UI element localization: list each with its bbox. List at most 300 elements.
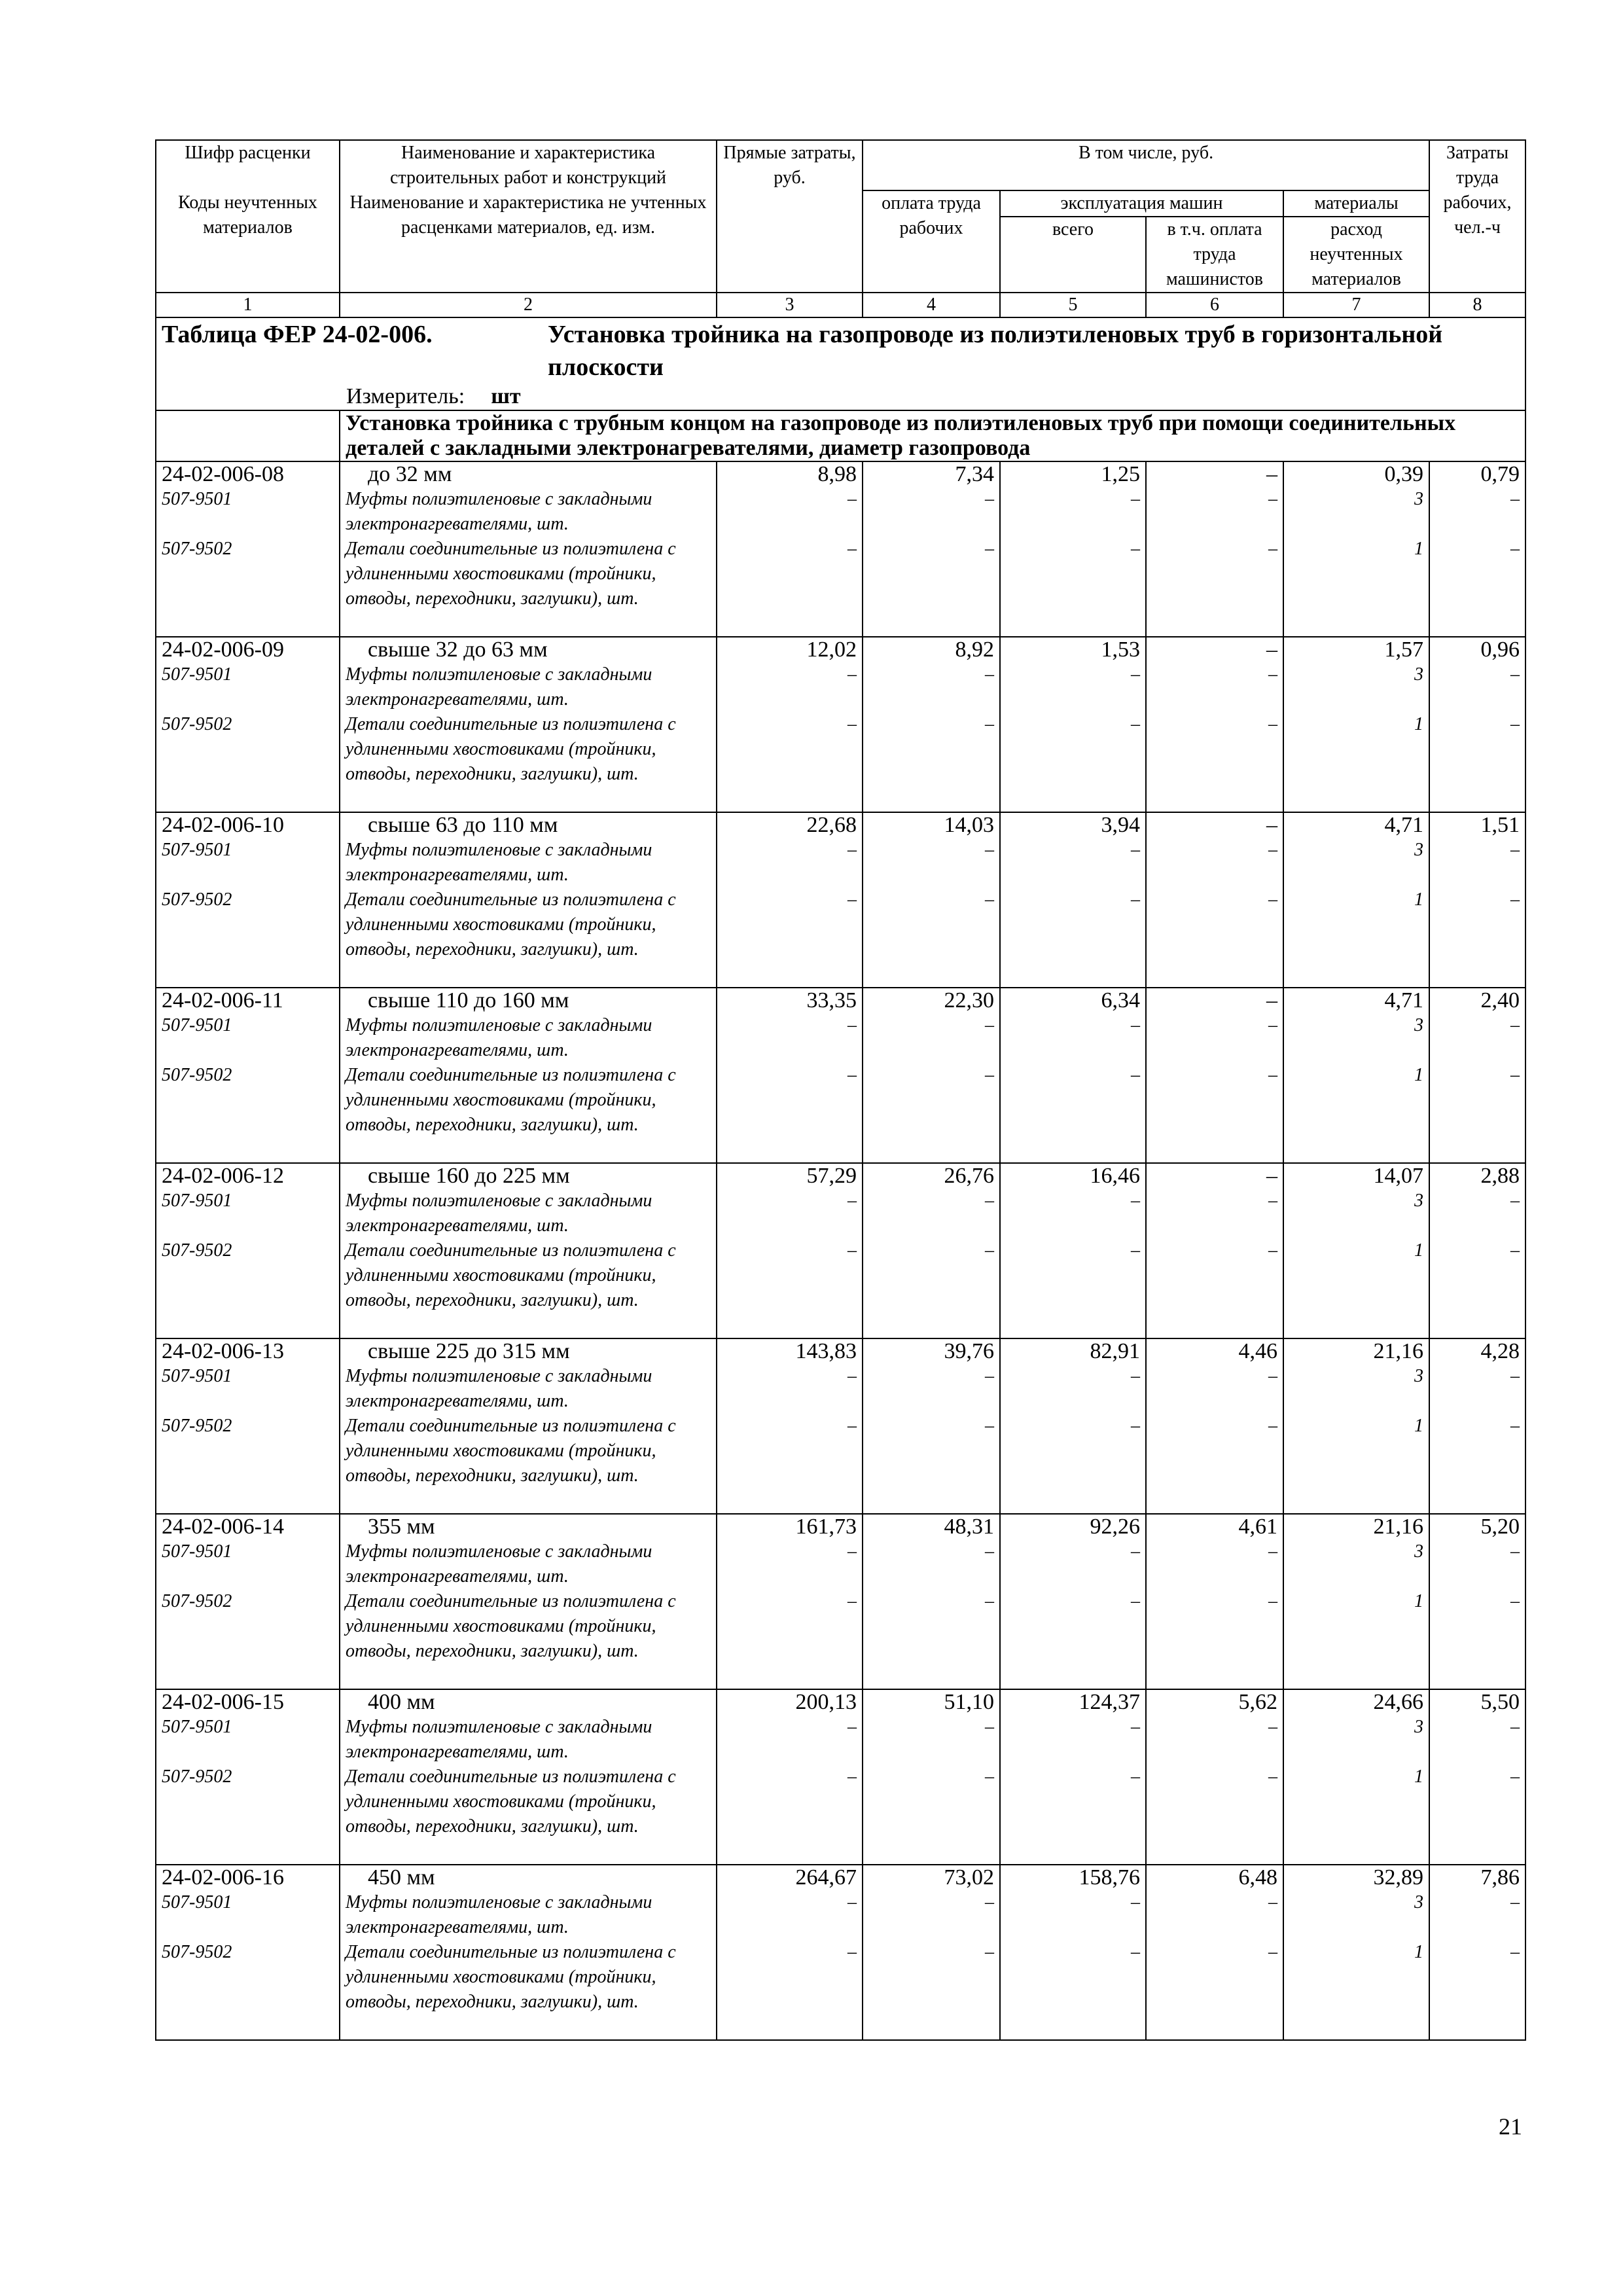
- value-gap: [868, 562, 994, 636]
- rate-name-cell: [340, 461, 717, 637]
- rate-name: до 32 мм: [368, 462, 452, 486]
- material-code: 507-9502: [162, 1240, 232, 1261]
- value-machinist: –: [1266, 1164, 1277, 1188]
- value-cell-mat: [1283, 461, 1429, 637]
- material-code: 507-9501: [162, 1541, 232, 1562]
- value-machinist: 4,46: [1238, 1339, 1277, 1363]
- value-sub: 1: [1414, 1767, 1424, 1787]
- value-sub: –: [1268, 539, 1277, 559]
- col-number: 7: [1283, 293, 1429, 317]
- value-sub: –: [847, 1591, 857, 1611]
- value-sub: 1: [1414, 1240, 1424, 1261]
- material-name: Детали соединительные из полиэтилена с удлиненными хвостовиками (тройники, отводы, переходники, заглушки), шт.: [346, 889, 676, 960]
- value-gap: [1435, 1263, 1520, 1338]
- value-cell-labor: [1429, 1689, 1525, 1865]
- value-sub: 3: [1414, 1717, 1424, 1737]
- value-gap: [1289, 737, 1423, 812]
- value-cell-direct: [717, 637, 863, 812]
- value-labor: 5,50: [1480, 1690, 1520, 1714]
- value-sub: –: [1131, 889, 1140, 910]
- value-sub: –: [985, 1191, 994, 1211]
- value-wage: 39,76: [944, 1339, 994, 1363]
- value-cell-labor: [1429, 812, 1525, 988]
- value-gap: [1435, 1389, 1520, 1414]
- value-gap: [1289, 1965, 1423, 2039]
- rate-code: 24-02-006-16: [162, 1865, 284, 1890]
- rate-name-cell: [340, 1689, 717, 1865]
- page-number: 21: [1499, 2113, 1522, 2140]
- value-sub: –: [847, 1717, 857, 1737]
- table-row: [156, 1689, 1525, 1865]
- value-gap: [1435, 1439, 1520, 1513]
- value-sub: –: [1268, 1892, 1277, 1912]
- value-sub: –: [985, 539, 994, 559]
- measure-value: шт: [491, 384, 521, 408]
- header-consumption: расход неучтенных материалов: [1283, 217, 1429, 293]
- measure-label: Измеритель:: [346, 384, 465, 408]
- value-direct: 200,13: [795, 1690, 857, 1714]
- group-title: Установка тройника с трубным концом на газопроводе из полиэтиленовых труб при помощи соединительных деталей с закладными электронагревателями, диаметр газопровода: [340, 410, 1525, 461]
- value-cell-machinist: [1146, 1163, 1283, 1338]
- value-gap: [868, 1740, 994, 1765]
- measure-line: [162, 384, 1520, 410]
- material-name: Муфты полиэтиленовые с закладными электронагревателями, шт.: [346, 1892, 652, 1937]
- value-gap: [1289, 1389, 1423, 1414]
- value-mach: 158,76: [1079, 1865, 1140, 1890]
- value-sub: –: [1268, 489, 1277, 509]
- value-sub: –: [847, 1191, 857, 1211]
- rate-name-cell: [340, 1163, 717, 1338]
- value-mat: 24,66: [1373, 1690, 1424, 1714]
- table-row: [156, 1514, 1525, 1689]
- material-code: 507-9502: [162, 1591, 232, 1611]
- material-code: 507-9502: [162, 1942, 232, 1962]
- value-gap: [1289, 1740, 1423, 1765]
- material-code-gap: [162, 1038, 334, 1063]
- material-name: Детали соединительные из полиэтилена с удлиненными хвостовиками (тройники, отводы, переходники, заглушки), шт.: [346, 714, 676, 784]
- value-cell-mat: [1283, 1514, 1429, 1689]
- rate-code: 24-02-006-11: [162, 988, 283, 1013]
- value-gap: [1289, 912, 1423, 987]
- table-row: [156, 988, 1525, 1163]
- value-sub: –: [847, 1767, 857, 1787]
- value-gap: [1152, 1038, 1277, 1063]
- value-direct: 12,02: [806, 637, 857, 662]
- rates-table: [155, 139, 1526, 2041]
- value-sub: –: [1510, 1717, 1520, 1737]
- material-code: 507-9501: [162, 1015, 232, 1035]
- value-gap: [722, 1389, 857, 1414]
- rate-code-cell: [156, 1514, 340, 1689]
- value-gap: [1289, 1789, 1423, 1864]
- value-sub: –: [1268, 1015, 1277, 1035]
- value-sub: –: [1510, 1366, 1520, 1386]
- value-direct: 22,68: [806, 813, 857, 837]
- col-number: 8: [1429, 293, 1525, 317]
- value-sub: –: [1131, 1942, 1140, 1962]
- value-sub: –: [985, 1717, 994, 1737]
- material-name: Детали соединительные из полиэтилена с удлиненными хвостовиками (тройники, отводы, переходники, заглушки), шт.: [346, 539, 676, 609]
- table-title-code: Таблица ФЕР 24-02-006.: [162, 321, 433, 348]
- value-gap: [1006, 1439, 1140, 1513]
- value-sub: –: [985, 1240, 994, 1261]
- material-name: Муфты полиэтиленовые с закладными электронагревателями, шт.: [346, 840, 652, 885]
- value-mat: 21,16: [1373, 1339, 1424, 1363]
- value-sub: –: [1268, 1240, 1277, 1261]
- value-labor: 7,86: [1480, 1865, 1520, 1890]
- value-machinist: 4,61: [1238, 1515, 1277, 1539]
- value-cell-direct: [717, 1865, 863, 2040]
- value-sub: –: [847, 1065, 857, 1085]
- rate-name: свыше 32 до 63 мм: [368, 637, 548, 662]
- material-code: 507-9502: [162, 539, 232, 559]
- value-mach: 82,91: [1090, 1339, 1140, 1363]
- value-sub: 3: [1414, 489, 1424, 509]
- value-direct: 161,73: [795, 1515, 857, 1539]
- value-gap: [1435, 737, 1520, 812]
- value-sub: –: [1131, 1065, 1140, 1085]
- material-code-gap: [162, 1389, 334, 1414]
- rate-code: 24-02-006-08: [162, 462, 284, 486]
- value-mach: 92,26: [1090, 1515, 1140, 1539]
- header-incl: В том числе, руб.: [863, 140, 1429, 190]
- value-sub: –: [985, 840, 994, 860]
- value-cell-machinist: [1146, 1338, 1283, 1514]
- value-sub: 1: [1414, 1065, 1424, 1085]
- value-gap: [1006, 1038, 1140, 1063]
- rate-name-cell: [340, 812, 717, 988]
- value-sub: –: [1510, 1065, 1520, 1085]
- header-total: всего: [1000, 217, 1146, 293]
- rate-name: 450 мм: [368, 1865, 435, 1890]
- value-sub: 1: [1414, 1942, 1424, 1962]
- value-sub: –: [1131, 489, 1140, 509]
- value-sub: –: [1510, 840, 1520, 860]
- value-sub: 1: [1414, 889, 1424, 910]
- value-cell-mach: [1000, 988, 1146, 1163]
- material-code: 507-9501: [162, 664, 232, 685]
- value-cell-wage: [863, 461, 1000, 637]
- value-cell-mat: [1283, 988, 1429, 1163]
- value-sub: –: [1510, 714, 1520, 734]
- value-gap: [1289, 1915, 1423, 1940]
- value-gap: [722, 1915, 857, 1940]
- value-gap: [1006, 1213, 1140, 1238]
- value-labor: 0,96: [1480, 637, 1520, 662]
- rate-name-cell: [340, 988, 717, 1163]
- col-number: 5: [1000, 293, 1146, 317]
- value-mach: 1,25: [1101, 462, 1140, 486]
- value-cell-labor: [1429, 1865, 1525, 2040]
- value-cell-machinist: [1146, 1689, 1283, 1865]
- value-wage: 73,02: [944, 1865, 994, 1890]
- rate-code-cell: [156, 1689, 340, 1865]
- value-cell-mach: [1000, 1689, 1146, 1865]
- material-code-gap: [162, 512, 334, 537]
- material-code-gap: [162, 1740, 334, 1765]
- value-mach: 16,46: [1090, 1164, 1140, 1188]
- value-cell-wage: [863, 637, 1000, 812]
- value-sub: 3: [1414, 664, 1424, 685]
- table-row: [156, 461, 1525, 637]
- value-gap: [1006, 1915, 1140, 1940]
- material-code: 507-9502: [162, 1416, 232, 1436]
- value-sub: –: [847, 489, 857, 509]
- value-gap: [1435, 1740, 1520, 1765]
- value-cell-wage: [863, 988, 1000, 1163]
- value-gap: [1289, 1213, 1423, 1238]
- value-sub: –: [1510, 489, 1520, 509]
- value-direct: 33,35: [806, 988, 857, 1013]
- group-empty-cell: [156, 410, 340, 461]
- value-gap: [1435, 1965, 1520, 2039]
- value-gap: [868, 1389, 994, 1414]
- value-sub: –: [985, 1015, 994, 1035]
- value-sub: –: [1268, 664, 1277, 685]
- value-sub: 3: [1414, 1191, 1424, 1211]
- rate-code-cell: [156, 1338, 340, 1514]
- value-sub: –: [985, 1767, 994, 1787]
- material-code: 507-9502: [162, 889, 232, 910]
- value-gap: [868, 1789, 994, 1864]
- value-sub: –: [1131, 1015, 1140, 1035]
- value-labor: 5,20: [1480, 1515, 1520, 1539]
- table-row: [156, 1865, 1525, 2040]
- value-cell-direct: [717, 1163, 863, 1338]
- value-cell-labor: [1429, 1163, 1525, 1338]
- value-gap: [1289, 512, 1423, 537]
- value-sub: –: [985, 1942, 994, 1962]
- table-title-name: Установка тройника на газопроводе из полиэтиленовых труб в горизонтальной плоскости: [548, 321, 1443, 381]
- value-sub: 3: [1414, 1015, 1424, 1035]
- value-gap: [868, 687, 994, 712]
- value-machinist: –: [1266, 988, 1277, 1013]
- value-sub: –: [847, 1942, 857, 1962]
- value-cell-labor: [1429, 988, 1525, 1163]
- value-gap: [722, 1564, 857, 1589]
- value-sub: –: [1131, 1767, 1140, 1787]
- value-sub: –: [847, 1240, 857, 1261]
- rate-code-cell: [156, 812, 340, 988]
- value-cell-mat: [1283, 1865, 1429, 2040]
- value-gap: [1289, 1564, 1423, 1589]
- value-gap: [1006, 1965, 1140, 2039]
- value-gap: [868, 912, 994, 987]
- value-gap: [1435, 1213, 1520, 1238]
- material-code: 507-9502: [162, 714, 232, 734]
- value-cell-mach: [1000, 637, 1146, 812]
- value-labor: 0,79: [1480, 462, 1520, 486]
- header-name: Наименование и характеристика строительных работ и конструкций: [340, 140, 717, 190]
- value-gap: [722, 1213, 857, 1238]
- value-cell-mat: [1283, 1163, 1429, 1338]
- value-cell-labor: [1429, 637, 1525, 812]
- value-mach: 124,37: [1079, 1690, 1140, 1714]
- value-sub: –: [1131, 1717, 1140, 1737]
- value-cell-machinist: [1146, 1865, 1283, 2040]
- value-gap: [1152, 1915, 1277, 1940]
- value-gap: [1435, 1915, 1520, 1940]
- value-gap: [1435, 562, 1520, 636]
- value-wage: 26,76: [944, 1164, 994, 1188]
- value-labor: 1,51: [1480, 813, 1520, 837]
- material-name: Муфты полиэтиленовые с закладными электронагревателями, шт.: [346, 664, 652, 709]
- value-gap: [722, 1038, 857, 1063]
- value-gap: [722, 1614, 857, 1689]
- value-sub: –: [1131, 1416, 1140, 1436]
- value-direct: 57,29: [806, 1164, 857, 1188]
- value-gap: [1435, 1088, 1520, 1162]
- value-sub: –: [847, 889, 857, 910]
- value-gap: [1152, 737, 1277, 812]
- value-cell-wage: [863, 1163, 1000, 1338]
- value-sub: –: [1510, 1541, 1520, 1562]
- value-gap: [1152, 1213, 1277, 1238]
- value-gap: [1289, 562, 1423, 636]
- value-sub: –: [985, 1541, 994, 1562]
- value-gap: [1006, 1789, 1140, 1864]
- value-gap: [1152, 1088, 1277, 1162]
- value-gap: [1435, 912, 1520, 987]
- value-cell-labor: [1429, 1338, 1525, 1514]
- value-sub: –: [1510, 539, 1520, 559]
- header-labor: Затраты труда рабочих, чел.-ч: [1429, 140, 1525, 293]
- value-sub: –: [1268, 889, 1277, 910]
- value-gap: [1006, 1263, 1140, 1338]
- value-sub: –: [1131, 1191, 1140, 1211]
- value-gap: [868, 1213, 994, 1238]
- material-code: 507-9501: [162, 1366, 232, 1386]
- material-code: 507-9501: [162, 1717, 232, 1737]
- value-sub: 1: [1414, 714, 1424, 734]
- value-wage: 51,10: [944, 1690, 994, 1714]
- value-cell-direct: [717, 812, 863, 988]
- value-cell-mat: [1283, 1689, 1429, 1865]
- value-sub: –: [985, 1065, 994, 1085]
- col-number: 3: [717, 293, 863, 317]
- rate-code-cell: [156, 1163, 340, 1338]
- value-cell-wage: [863, 1514, 1000, 1689]
- value-mat: 1,57: [1384, 637, 1424, 662]
- value-gap: [1152, 1789, 1277, 1864]
- value-mat: 21,16: [1373, 1515, 1424, 1539]
- header-machines: эксплуатация машин: [1000, 190, 1283, 217]
- value-gap: [1006, 562, 1140, 636]
- rate-code: 24-02-006-13: [162, 1339, 284, 1363]
- value-gap: [1006, 512, 1140, 537]
- value-cell-mach: [1000, 1338, 1146, 1514]
- col-number: 4: [863, 293, 1000, 317]
- value-gap: [1152, 512, 1277, 537]
- value-mat: 4,71: [1384, 813, 1424, 837]
- value-cell-mat: [1283, 637, 1429, 812]
- value-gap: [868, 737, 994, 812]
- value-sub: 3: [1414, 1541, 1424, 1562]
- value-mat: 4,71: [1384, 988, 1424, 1013]
- value-sub: 3: [1414, 1366, 1424, 1386]
- value-gap: [1152, 562, 1277, 636]
- value-sub: –: [847, 1541, 857, 1562]
- value-sub: –: [1131, 1366, 1140, 1386]
- value-gap: [868, 1915, 994, 1940]
- rate-code-cell: [156, 1865, 340, 2040]
- value-gap: [1006, 737, 1140, 812]
- table-row: [156, 812, 1525, 988]
- value-sub: 3: [1414, 1892, 1424, 1912]
- value-gap: [1435, 512, 1520, 537]
- value-sub: –: [1510, 1015, 1520, 1035]
- rate-name: 355 мм: [368, 1515, 435, 1539]
- material-code-gap: [162, 1564, 334, 1589]
- material-name: Детали соединительные из полиэтилена с удлиненными хвостовиками (тройники, отводы, переходники, заглушки), шт.: [346, 1416, 676, 1486]
- value-cell-mach: [1000, 1865, 1146, 2040]
- value-labor: 2,88: [1480, 1164, 1520, 1188]
- value-cell-wage: [863, 1338, 1000, 1514]
- value-sub: –: [847, 664, 857, 685]
- value-gap: [722, 737, 857, 812]
- rate-code-cell: [156, 637, 340, 812]
- header-machinists: в т.ч. оплата труда машинистов: [1146, 217, 1283, 293]
- material-code-gap: [162, 1915, 334, 1940]
- value-gap: [722, 1740, 857, 1765]
- value-gap: [1289, 1038, 1423, 1063]
- value-sub: –: [847, 1015, 857, 1035]
- value-cell-direct: [717, 1514, 863, 1689]
- rate-code: 24-02-006-15: [162, 1690, 284, 1714]
- value-sub: –: [1510, 1767, 1520, 1787]
- value-sub: –: [847, 840, 857, 860]
- value-sub: –: [1510, 1240, 1520, 1261]
- value-machinist: –: [1266, 462, 1277, 486]
- value-mach: 3,94: [1101, 813, 1140, 837]
- table-row: [156, 1338, 1525, 1514]
- value-labor: 4,28: [1480, 1339, 1520, 1363]
- value-cell-labor: [1429, 461, 1525, 637]
- value-gap: [1435, 863, 1520, 888]
- value-sub: –: [1268, 1416, 1277, 1436]
- table-row: [156, 1163, 1525, 1338]
- rate-name: 400 мм: [368, 1690, 435, 1714]
- header-direct: Прямые затраты, руб.: [717, 140, 863, 293]
- value-direct: 264,67: [795, 1865, 857, 1890]
- value-gap: [868, 863, 994, 888]
- value-sub: –: [1131, 539, 1140, 559]
- material-name: Муфты полиэтиленовые с закладными электронагревателями, шт.: [346, 1366, 652, 1411]
- material-code: 507-9502: [162, 1065, 232, 1085]
- rate-name: свыше 110 до 160 мм: [368, 988, 569, 1013]
- value-wage: 22,30: [944, 988, 994, 1013]
- value-sub: –: [847, 1366, 857, 1386]
- value-cell-labor: [1429, 1514, 1525, 1689]
- value-labor: 2,40: [1480, 988, 1520, 1013]
- value-cell-machinist: [1146, 637, 1283, 812]
- value-cell-mach: [1000, 1163, 1146, 1338]
- value-gap: [1152, 1965, 1277, 2039]
- value-gap: [1006, 1088, 1140, 1162]
- value-gap: [1006, 863, 1140, 888]
- value-sub: –: [985, 664, 994, 685]
- rate-code: 24-02-006-14: [162, 1515, 284, 1539]
- header-mat-name: Наименование и характеристика не учтенных расценками материалов, ед. изм.: [340, 190, 717, 293]
- value-gap: [1152, 1263, 1277, 1338]
- value-sub: –: [985, 1416, 994, 1436]
- rate-name: свыше 225 до 315 мм: [368, 1339, 570, 1363]
- value-cell-mat: [1283, 812, 1429, 988]
- value-gap: [1152, 863, 1277, 888]
- value-gap: [1435, 1564, 1520, 1589]
- material-code-gap: [162, 687, 334, 712]
- rate-code-cell: [156, 988, 340, 1163]
